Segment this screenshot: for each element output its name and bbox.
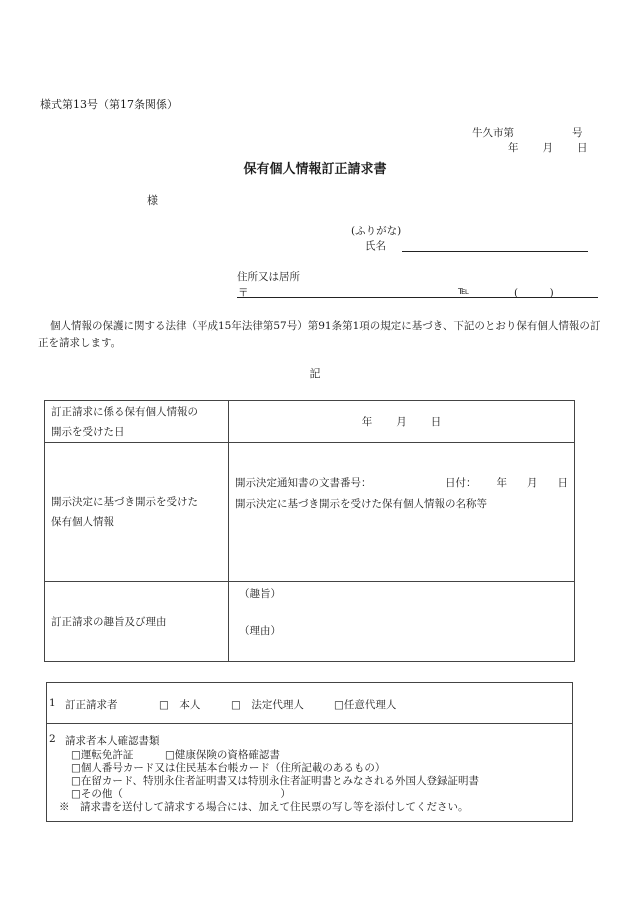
reason-label: （理由） (239, 625, 281, 637)
note-text: ※ 請求書を送付して請求する場合には、加えて住民票の写し等を添付してください。 (59, 801, 469, 813)
document-number-label: 開示決定通知書の文書番号： (235, 477, 372, 489)
address-label: 住所又は居所 (237, 271, 300, 283)
requester-type-label: 訂正請求者 (65, 699, 118, 711)
document-number (472, 125, 583, 140)
name-field[interactable] (402, 251, 588, 252)
info-name-line: 開示決定に基づき開示を受けた保有個人情報の名称等 (235, 498, 487, 510)
date-month: 月 (527, 477, 538, 489)
requester-self-checkbox[interactable]: □ 本人 (159, 699, 201, 711)
disclosed-info-field[interactable] (229, 443, 575, 582)
disclosed-info-label (45, 443, 229, 582)
purpose-label: （趣旨） (239, 588, 281, 600)
table-row (45, 443, 575, 582)
insurance-checkbox[interactable]: □健康保険の資格確認書 (165, 749, 280, 761)
identity-doc-label: 請求者本人確認書類 (65, 735, 160, 747)
request-table (44, 400, 575, 662)
page-title: 保有個人情報訂正請求書 (243, 162, 387, 177)
document-number-row (235, 475, 568, 490)
postal-mark: 〒 (238, 287, 249, 299)
number-suffix: 号 (572, 127, 583, 139)
label-line: 開示決定に基づき開示を受けた (51, 496, 198, 508)
document-date (425, 475, 568, 490)
tel-mark: ℡ (458, 285, 470, 297)
requester-legal-checkbox[interactable]: □ 法定代理人 (231, 699, 304, 711)
address-field[interactable] (237, 297, 598, 298)
date-year: 年 (361, 416, 373, 428)
other-doc-checkbox[interactable]: □その他（ ） (71, 788, 291, 800)
city-number-prefix: 牛久市第 (472, 127, 514, 139)
date-day: 日 (577, 142, 588, 154)
date-year: 年 (496, 477, 507, 489)
purpose-reason-label: 訂正請求の趣旨及び理由 (45, 582, 229, 662)
date-month: 月 (542, 142, 553, 154)
disclosure-date-field[interactable] (229, 401, 575, 443)
requester-agent-checkbox[interactable]: □任意代理人 (334, 699, 397, 711)
form-number: 様式第13号（第17条関係） (40, 98, 178, 111)
ki-heading: 記 (309, 367, 321, 380)
furigana-label: (ふりがな) (351, 225, 402, 237)
requester-info-box (46, 682, 573, 822)
residence-card-checkbox[interactable]: □在留カード、特別永住者証明書又は特別永住者証明書とみなされる外国人登録証明書 (71, 775, 479, 787)
date-month: 月 (396, 416, 407, 428)
date-year: 年 (508, 142, 519, 154)
date-label: 日付： (445, 477, 477, 489)
date-day: 日 (430, 416, 442, 428)
item2-number: 2 (49, 733, 56, 745)
purpose-reason-field[interactable] (229, 582, 575, 662)
table-row (45, 582, 575, 662)
name-label: 氏名 (365, 240, 386, 252)
date-day: 日 (557, 477, 568, 489)
addressee-suffix: 様 (147, 194, 158, 207)
label-line: 訂正請求に係る保有個人情報の (51, 405, 198, 418)
license-checkbox[interactable]: □運転免許証 (71, 749, 134, 761)
label-line: 開示を受けた日 (51, 425, 125, 438)
table-row (45, 401, 575, 443)
divider (47, 723, 572, 724)
document-date (508, 140, 588, 155)
item1-number: 1 (49, 697, 56, 709)
mynumber-checkbox[interactable]: □個人番号カード又は住民基本台帳カード（住所記載のあるもの） (71, 762, 386, 774)
label-line: 保有個人情報 (51, 516, 114, 528)
body-text: 個人情報の保護に関する法律（平成15年法律第57号）第91条第1項の規定に基づき、下記のとおり保有個人情報の訂正を請求します。 (38, 320, 601, 349)
disclosure-date-label (45, 401, 229, 443)
tel-field[interactable]: ( ) (514, 287, 554, 299)
